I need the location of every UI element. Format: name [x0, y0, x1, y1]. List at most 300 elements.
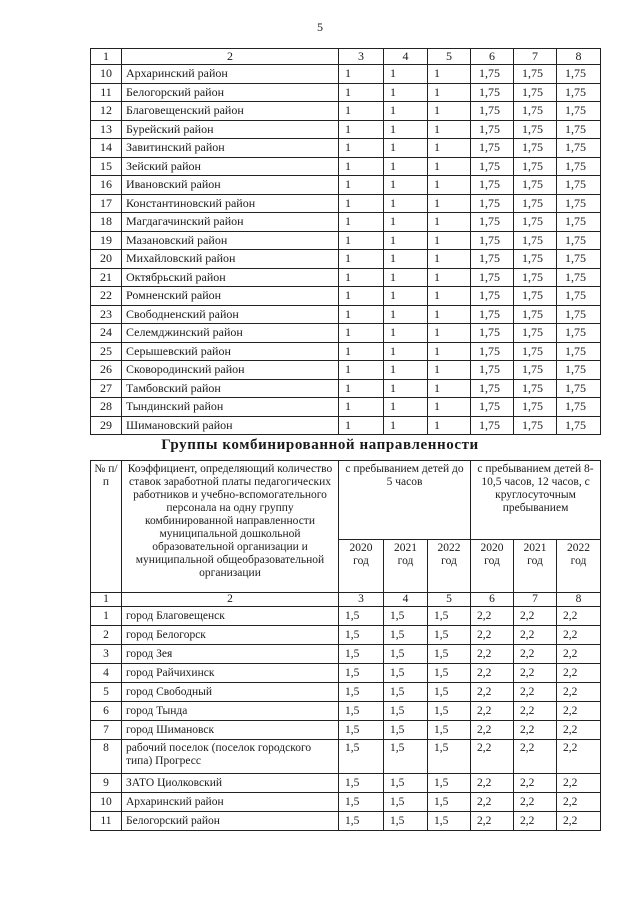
value-cell: 1,5: [384, 607, 428, 626]
row-number: 29: [91, 416, 122, 435]
value-cell: 1: [384, 361, 428, 380]
value-cell: 1: [384, 250, 428, 269]
district-name: Белогорский район: [122, 83, 339, 102]
table-row: [91, 157, 601, 176]
value-cell: 1,75: [557, 342, 601, 361]
table-row: [91, 664, 601, 683]
column-number: 6: [471, 49, 514, 65]
municipality-name: город Райчихинск: [122, 664, 339, 683]
column-number: 1: [91, 593, 122, 607]
page-number: 5: [317, 20, 323, 34]
group-long-stay-header: с пребыванием детей 8-10,5 часов, 12 часов, с круглосуточным пребыванием: [471, 461, 601, 540]
value-cell: 2,2: [557, 793, 601, 812]
row-number: 24: [91, 324, 122, 343]
value-cell: 1: [384, 102, 428, 121]
value-cell: 2,2: [471, 812, 514, 831]
value-cell: 1,75: [514, 176, 557, 195]
value-cell: 1,5: [384, 683, 428, 702]
value-cell: 2,2: [557, 702, 601, 721]
value-cell: 1,75: [557, 379, 601, 398]
value-cell: 1,75: [557, 176, 601, 195]
value-cell: 1,75: [557, 416, 601, 435]
value-cell: 1: [339, 231, 384, 250]
value-cell: 2,2: [514, 812, 557, 831]
row-number: 18: [91, 213, 122, 232]
table-row: [91, 139, 601, 158]
column-number: 8: [557, 593, 601, 607]
value-cell: 1,5: [428, 812, 471, 831]
table-row: [91, 102, 601, 121]
value-cell: 2,2: [471, 645, 514, 664]
value-cell: 2,2: [557, 645, 601, 664]
value-cell: 1,75: [514, 305, 557, 324]
value-cell: 2,2: [557, 626, 601, 645]
district-name: Магдагачинский район: [122, 213, 339, 232]
year-header: 2020 год: [339, 540, 384, 593]
value-cell: 2,2: [557, 721, 601, 740]
value-cell: 1: [428, 342, 471, 361]
value-cell: 1,75: [471, 342, 514, 361]
value-cell: 1,75: [471, 416, 514, 435]
value-cell: 2,2: [557, 607, 601, 626]
value-cell: 1,5: [384, 793, 428, 812]
value-cell: 1,75: [557, 194, 601, 213]
column-number: 7: [514, 49, 557, 65]
value-cell: 1,5: [384, 645, 428, 664]
table-row: [91, 231, 601, 250]
value-cell: 1: [339, 305, 384, 324]
value-cell: 2,2: [514, 740, 557, 774]
municipality-name: город Шимановск: [122, 721, 339, 740]
row-number: 11: [91, 83, 122, 102]
value-cell: 1,75: [514, 157, 557, 176]
value-cell: 1: [384, 324, 428, 343]
column-number-row: [91, 593, 601, 607]
value-cell: 1,5: [339, 683, 384, 702]
value-cell: 2,2: [514, 774, 557, 793]
value-cell: 1,75: [471, 305, 514, 324]
value-cell: 1,75: [514, 231, 557, 250]
value-cell: 1,75: [514, 379, 557, 398]
table-row: [91, 268, 601, 287]
value-cell: 1,75: [557, 305, 601, 324]
value-cell: 1: [384, 342, 428, 361]
value-cell: 1,75: [514, 194, 557, 213]
row-number: 12: [91, 102, 122, 121]
year-header: 2021 год: [514, 540, 557, 593]
value-cell: 1,5: [384, 774, 428, 793]
table-row: [91, 793, 601, 812]
value-cell: 1,75: [557, 287, 601, 306]
municipality-name: город Тында: [122, 702, 339, 721]
value-cell: 1: [428, 287, 471, 306]
table-row: [91, 416, 601, 435]
table-header-row: [91, 461, 601, 540]
value-cell: 1,75: [557, 268, 601, 287]
value-cell: 1,75: [471, 250, 514, 269]
value-cell: 1: [384, 139, 428, 158]
value-cell: 2,2: [514, 626, 557, 645]
value-cell: 2,2: [514, 721, 557, 740]
row-number: 13: [91, 120, 122, 139]
value-cell: 2,2: [557, 812, 601, 831]
value-cell: 2,2: [471, 702, 514, 721]
value-cell: 2,2: [514, 607, 557, 626]
value-cell: 1: [339, 157, 384, 176]
column-number: 8: [557, 49, 601, 65]
table-row: [91, 645, 601, 664]
value-cell: 1,75: [557, 324, 601, 343]
row-number: 26: [91, 361, 122, 380]
row-number: 16: [91, 176, 122, 195]
row-number: 6: [91, 702, 122, 721]
value-cell: 1,75: [471, 287, 514, 306]
row-number: 5: [91, 683, 122, 702]
value-cell: 1: [428, 250, 471, 269]
column-number: 2: [122, 593, 339, 607]
value-cell: 2,2: [471, 793, 514, 812]
value-cell: 1: [384, 83, 428, 102]
value-cell: 1: [339, 268, 384, 287]
value-cell: 2,2: [514, 793, 557, 812]
value-cell: 1,75: [514, 324, 557, 343]
value-cell: 1,5: [339, 607, 384, 626]
value-cell: 1: [339, 102, 384, 121]
table-row: [91, 120, 601, 139]
value-cell: 1: [428, 83, 471, 102]
value-cell: 1: [339, 194, 384, 213]
municipality-name: ЗАТО Циолковский: [122, 774, 339, 793]
table-row: [91, 626, 601, 645]
value-cell: 1,75: [471, 139, 514, 158]
value-cell: 1,75: [514, 342, 557, 361]
value-cell: 1: [428, 324, 471, 343]
value-cell: 1,5: [428, 664, 471, 683]
value-cell: 1,75: [471, 157, 514, 176]
value-cell: 1,75: [471, 65, 514, 84]
district-name: Константиновский район: [122, 194, 339, 213]
column-number: 4: [384, 593, 428, 607]
district-name: Михайловский район: [122, 250, 339, 269]
value-cell: 1: [384, 416, 428, 435]
value-cell: 1: [339, 416, 384, 435]
value-cell: 2,2: [471, 774, 514, 793]
value-cell: 2,2: [471, 626, 514, 645]
value-cell: 1,75: [557, 250, 601, 269]
column-number: 3: [339, 593, 384, 607]
value-cell: 1: [339, 65, 384, 84]
value-cell: 1: [339, 213, 384, 232]
value-cell: 1,75: [514, 102, 557, 121]
value-cell: 1,75: [557, 213, 601, 232]
value-cell: 1,5: [384, 702, 428, 721]
row-number: 4: [91, 664, 122, 683]
value-cell: 1: [339, 361, 384, 380]
table-row: [91, 305, 601, 324]
row-number: 7: [91, 721, 122, 740]
value-cell: 1,75: [471, 213, 514, 232]
group-short-stay-header: с пребыванием детей до 5 часов: [339, 461, 471, 540]
value-cell: 1,75: [514, 398, 557, 417]
value-cell: 1,5: [339, 645, 384, 664]
combined-groups-table: [90, 460, 601, 831]
value-cell: 1,75: [471, 398, 514, 417]
value-cell: 1,75: [557, 139, 601, 158]
row-number: 28: [91, 398, 122, 417]
district-name: Архаринский район: [122, 65, 339, 84]
table-row: [91, 83, 601, 102]
value-cell: 1: [384, 176, 428, 195]
row-number: 2: [91, 626, 122, 645]
table-row: [91, 721, 601, 740]
table-row: [91, 361, 601, 380]
value-cell: 1,5: [384, 721, 428, 740]
section-title: Группы комбинированной направленности: [161, 437, 479, 453]
district-name: Тындинский район: [122, 398, 339, 417]
row-number: 3: [91, 645, 122, 664]
value-cell: 1: [339, 398, 384, 417]
value-cell: 2,2: [514, 702, 557, 721]
district-name: Бурейский район: [122, 120, 339, 139]
value-cell: 1,75: [557, 102, 601, 121]
municipality-name: город Свободный: [122, 683, 339, 702]
district-name: Октябрьский район: [122, 268, 339, 287]
value-cell: 1,75: [557, 398, 601, 417]
value-cell: 1,75: [471, 268, 514, 287]
value-cell: 1: [428, 194, 471, 213]
table-row: [91, 379, 601, 398]
value-cell: 1,5: [428, 774, 471, 793]
col-coefficient-header: Коэффициент, определяющий количество ставок заработной платы педагогических работников и учебно-вспомогательного персонала на одну группу комбинированной направленности муниципальной дошкольной образовательной организации и муниципальной общеобразовательной организации: [122, 461, 339, 593]
value-cell: 1: [428, 102, 471, 121]
value-cell: 1: [339, 324, 384, 343]
column-number: 4: [384, 49, 428, 65]
value-cell: 2,2: [471, 607, 514, 626]
value-cell: 1: [384, 65, 428, 84]
table-row: [91, 342, 601, 361]
municipality-name: Белогорский район: [122, 812, 339, 831]
value-cell: 1: [428, 213, 471, 232]
value-cell: 1,75: [514, 213, 557, 232]
row-number: 20: [91, 250, 122, 269]
value-cell: 1: [428, 361, 471, 380]
value-cell: 1: [384, 120, 428, 139]
value-cell: 1: [339, 120, 384, 139]
row-number: 8: [91, 740, 122, 774]
value-cell: 1,5: [384, 626, 428, 645]
value-cell: 1,5: [339, 626, 384, 645]
table-row: [91, 176, 601, 195]
value-cell: 1: [428, 157, 471, 176]
value-cell: 1,5: [428, 702, 471, 721]
value-cell: 1: [428, 268, 471, 287]
value-cell: 1,75: [471, 194, 514, 213]
value-cell: 1: [339, 379, 384, 398]
table-row: [91, 194, 601, 213]
value-cell: 1,75: [471, 231, 514, 250]
row-number: 23: [91, 305, 122, 324]
value-cell: 1: [428, 398, 471, 417]
value-cell: 1: [339, 342, 384, 361]
table-row: [91, 812, 601, 831]
value-cell: 1: [339, 287, 384, 306]
row-number: 17: [91, 194, 122, 213]
value-cell: 1,75: [514, 83, 557, 102]
row-number: 22: [91, 287, 122, 306]
municipality-name: город Белогорск: [122, 626, 339, 645]
column-number: 1: [91, 49, 122, 65]
value-cell: 1,75: [514, 120, 557, 139]
row-number: 27: [91, 379, 122, 398]
district-name: Селемджинский район: [122, 324, 339, 343]
value-cell: 1,5: [428, 793, 471, 812]
table-row: [91, 683, 601, 702]
table-row: [91, 702, 601, 721]
value-cell: 1: [428, 65, 471, 84]
row-number: 21: [91, 268, 122, 287]
value-cell: 1: [428, 305, 471, 324]
value-cell: 1,5: [428, 645, 471, 664]
value-cell: 1,75: [471, 102, 514, 121]
value-cell: 1,5: [339, 702, 384, 721]
value-cell: 1,75: [471, 176, 514, 195]
value-cell: 1,75: [514, 287, 557, 306]
value-cell: 1,5: [384, 812, 428, 831]
value-cell: 1: [384, 213, 428, 232]
municipality-name: город Зея: [122, 645, 339, 664]
value-cell: 1: [428, 139, 471, 158]
value-cell: 2,2: [514, 645, 557, 664]
value-cell: 1: [428, 120, 471, 139]
row-number: 15: [91, 157, 122, 176]
district-name: Ромненский район: [122, 287, 339, 306]
table-row: [91, 324, 601, 343]
value-cell: 1,5: [428, 607, 471, 626]
column-number: 5: [428, 49, 471, 65]
value-cell: 1: [384, 398, 428, 417]
column-number: 2: [122, 49, 339, 65]
value-cell: 1,75: [471, 83, 514, 102]
value-cell: 1,75: [514, 361, 557, 380]
value-cell: 2,2: [471, 664, 514, 683]
table-row: [91, 287, 601, 306]
value-cell: 1,5: [384, 740, 428, 774]
value-cell: 1,75: [557, 157, 601, 176]
district-name: Благовещенский район: [122, 102, 339, 121]
value-cell: 1,5: [428, 740, 471, 774]
value-cell: 1: [428, 231, 471, 250]
district-coefficient-table: [90, 48, 601, 435]
value-cell: 1,75: [514, 268, 557, 287]
value-cell: 1: [428, 416, 471, 435]
value-cell: 1: [384, 194, 428, 213]
value-cell: 1: [339, 83, 384, 102]
value-cell: 1,75: [514, 416, 557, 435]
district-name: Тамбовский район: [122, 379, 339, 398]
column-number: 6: [471, 593, 514, 607]
value-cell: 1,5: [339, 793, 384, 812]
table-row: [91, 607, 601, 626]
value-cell: 1,75: [471, 379, 514, 398]
district-name: Зейский район: [122, 157, 339, 176]
value-cell: 1,75: [557, 361, 601, 380]
row-number: 10: [91, 65, 122, 84]
year-header: 2021 год: [384, 540, 428, 593]
value-cell: 1,75: [557, 65, 601, 84]
value-cell: 1,75: [557, 83, 601, 102]
district-name: Шимановский район: [122, 416, 339, 435]
table-row: [91, 774, 601, 793]
value-cell: 1: [384, 287, 428, 306]
value-cell: 1,5: [339, 664, 384, 683]
value-cell: 1,75: [557, 231, 601, 250]
value-cell: 1,5: [339, 740, 384, 774]
municipality-name: рабочий поселок (поселок городского типа) Прогресс: [122, 740, 339, 774]
column-number: 7: [514, 593, 557, 607]
value-cell: 1: [339, 176, 384, 195]
value-cell: 1,75: [471, 324, 514, 343]
value-cell: 1: [428, 379, 471, 398]
value-cell: 1: [339, 250, 384, 269]
year-header: 2022 год: [428, 540, 471, 593]
row-number: 1: [91, 607, 122, 626]
value-cell: 1: [428, 176, 471, 195]
value-cell: 1: [384, 157, 428, 176]
value-cell: 1: [384, 305, 428, 324]
value-cell: 2,2: [514, 664, 557, 683]
value-cell: 2,2: [557, 664, 601, 683]
municipality-name: Архаринский район: [122, 793, 339, 812]
col-number-header: № п/п: [91, 461, 122, 593]
district-name: Мазановский район: [122, 231, 339, 250]
value-cell: 1: [384, 379, 428, 398]
table-row: [91, 213, 601, 232]
value-cell: 1,5: [384, 664, 428, 683]
year-header: 2020 год: [471, 540, 514, 593]
row-number: 9: [91, 774, 122, 793]
value-cell: 1,5: [339, 774, 384, 793]
value-cell: 1,5: [428, 683, 471, 702]
district-name: Завитинский район: [122, 139, 339, 158]
value-cell: 1: [384, 268, 428, 287]
district-name: Ивановский район: [122, 176, 339, 195]
row-number: 11: [91, 812, 122, 831]
row-number: 19: [91, 231, 122, 250]
value-cell: 1: [339, 139, 384, 158]
table-row: [91, 250, 601, 269]
table-row: [91, 398, 601, 417]
value-cell: 1,75: [514, 250, 557, 269]
value-cell: 2,2: [471, 683, 514, 702]
column-number: 5: [428, 593, 471, 607]
value-cell: 2,2: [514, 683, 557, 702]
row-number: 10: [91, 793, 122, 812]
value-cell: 2,2: [471, 740, 514, 774]
value-cell: 1,75: [471, 361, 514, 380]
value-cell: 1,75: [514, 139, 557, 158]
value-cell: 1,75: [471, 120, 514, 139]
district-name: Свободненский район: [122, 305, 339, 324]
value-cell: 2,2: [471, 721, 514, 740]
municipality-name: город Благовещенск: [122, 607, 339, 626]
value-cell: 1,5: [428, 626, 471, 645]
value-cell: 2,2: [557, 683, 601, 702]
table-row: [91, 65, 601, 84]
value-cell: 1: [384, 231, 428, 250]
district-name: Серышевский район: [122, 342, 339, 361]
row-number: 14: [91, 139, 122, 158]
value-cell: 1,5: [339, 721, 384, 740]
